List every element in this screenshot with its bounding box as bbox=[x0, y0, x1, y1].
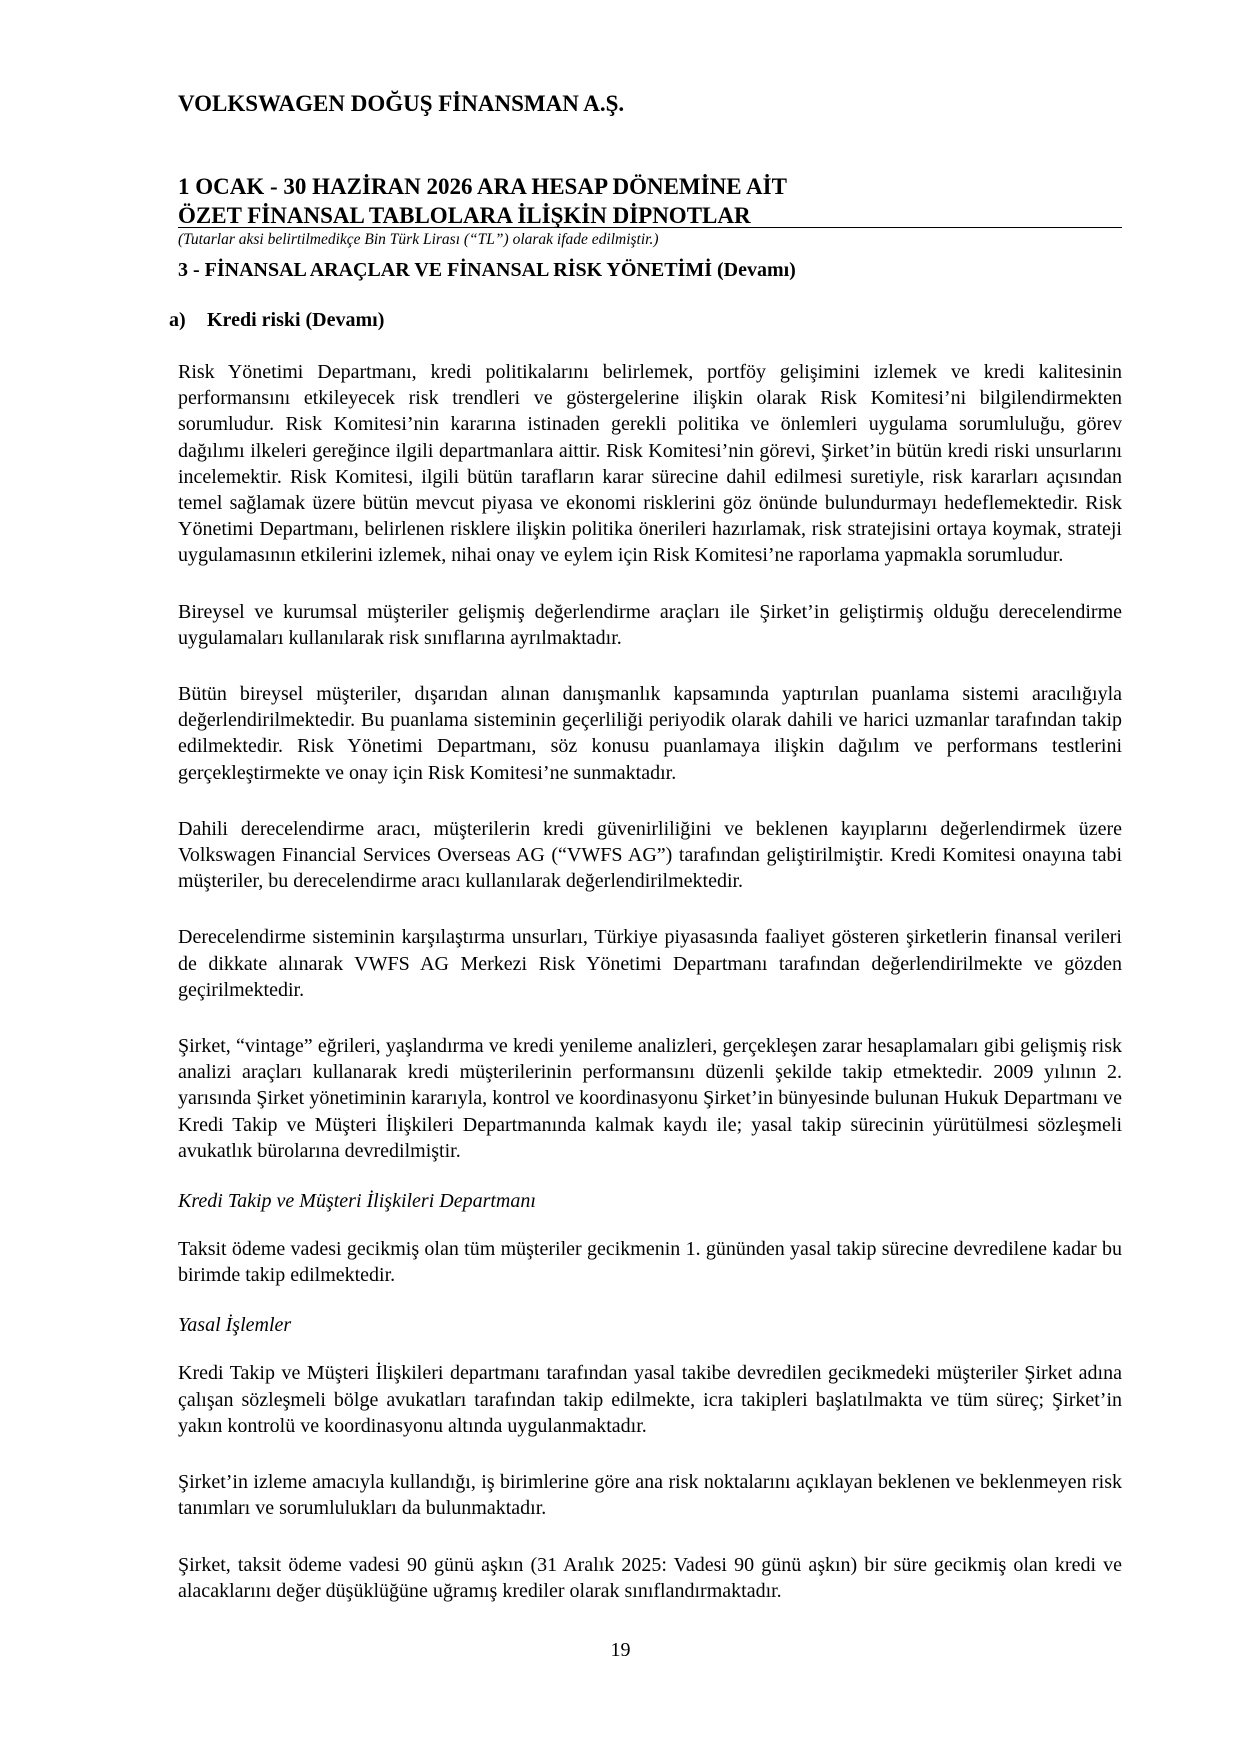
page-content bbox=[169, 257, 1122, 1604]
legal-proceedings-heading: Yasal İşlemler bbox=[178, 1314, 292, 1337]
subsection-title: Kredi riski (Devamı) bbox=[207, 309, 385, 331]
paragraph-risk-analysis-tools: Şirket, “vintage” eğrileri, yaşlandırma ve kredi yenileme analizleri, gerçekleşen zarar hesaplamaları gibi gelişmiş risk analizi araçları kullanarak kredi müşterilerinin performansını düzenli şekilde takip etmektedir. 2009 yılının 2. yarısında Şirket yönetiminin kararıyla, kontrol ve koordinasyonu Şirket’in bünyesinde bulunan Hukuk Departmanı ve Kredi Takip ve Müşteri İlişkileri Departmanında kalmak kaydı ile; yasal takip sürecinin yürütülmesi sözleşmeli avukatlık bürolarına devredilmiştir. bbox=[178, 1035, 1122, 1162]
section-heading: 3 - FİNANSAL ARAÇLAR VE FİNANSAL RİSK YÖNETİMİ (Devamı) bbox=[178, 259, 796, 281]
page-header bbox=[178, 90, 1122, 250]
paragraph-risk-management: Risk Yönetimi Departmanı, kredi politikalarını belirlemek, portföy gelişimini izlemek ve kredi kalitesinin performansını etkileyecek risk trendleri ve göstergelerine ilişkin olarak Risk Komitesi’ni bilgilendirmekten sorumludur. Risk Komitesi’nin kararına istinaden gerekli politika ve önlemleri uygulama sorumluluğu, görev dağılımı ilkeleri gereğince ilgili departmanlara aittir. Risk Komitesi’nin görevi, Şirket’in bütün kredi riski unsurlarını incelemektir. Risk Komitesi, ilgili bütün tarafların karar sürecine dahil edilmesi suretiyle, risk kararları açısından temel sağlamak üzere bütün mevcut piyasa ve ekonomi risklerini göz önünde bulundurmayı hedeflemektedir. Risk Yönetimi Departmanı, belirlenen risklere ilişkin politika önerileri hazırlamak, risk stratejisini ortaya koymak, strateji uygulamasının etkilerini izlemek, nihai onay ve eylem için Risk Komitesi’ne raporlama yapmakla sorumludur. bbox=[178, 361, 1122, 567]
header-divider bbox=[178, 227, 1122, 228]
paragraph-legal-proceedings: Kredi Takip ve Müşteri İlişkileri departmanı tarafından yasal takibe devredilen gecikmedeki müşteriler Şirket adına çalışan sözleşmeli bölge avukatları tarafından takip edilmekte, icra takipleri başlatılmakta ve tüm süreç; Şirket’in yakın kontrolü ve koordinasyonu altında uygulanmaktadır. bbox=[178, 1362, 1122, 1437]
subsection-marker: a) bbox=[169, 309, 186, 331]
subsection-heading bbox=[169, 307, 1122, 333]
currency-note: (Tutarlar aksi belirtilmedikçe Bin Türk Lirası (“TL”) olarak ifade edilmiştir.) bbox=[178, 231, 659, 248]
paragraph-scoring-system: Bütün bireysel müşteriler, dışarıdan alınan danışmanlık kapsamında yaptırılan puanlama sistemi aracılığıyla değerlendirilmektedir. Bu puanlama sisteminin geçerliliği periyodik olarak dahili ve harici uzmanlar tarafından takip edilmektedir. Risk Yönetimi Departmanı, söz konusu puanlamaya ilişkin dağılım ve performans testlerini gerçekleştirmekte ve onay için Risk Komitesi’ne sunmaktadır. bbox=[178, 683, 1122, 784]
report-title: 1 OCAK - 30 HAZİRAN 2026 ARA HESAP DÖNEMİNE AİT bbox=[178, 174, 787, 199]
paragraph-risk-definitions: Şirket’in izleme amacıyla kullandığı, iş birimlerine göre ana risk noktalarını açıklayan beklenen ve beklenmeyen risk tanımları ve sorumlulukları da bulunmaktadır. bbox=[178, 1471, 1122, 1520]
paragraph-rating-comparison: Derecelendirme sisteminin karşılaştırma unsurları, Türkiye piyasasında faaliyet gösteren şirketlerin finansal verileri de dikkate alınarak VWFS AG Merkezi Risk Yönetimi Departmanı tarafından değerlendirilmekte ve gözden geçirilmektedir. bbox=[178, 926, 1122, 1001]
credit-follow-up-heading: Kredi Takip ve Müşteri İlişkileri Departmanı bbox=[178, 1190, 536, 1213]
paragraph-customer-classification: Bireysel ve kurumsal müşteriler gelişmiş değerlendirme araçları ile Şirket’in geliştirmiş olduğu derecelendirme uygulamaları kullanılarak risk sınıflarına ayrılmaktadır. bbox=[178, 600, 1122, 649]
paragraph-impaired-loans: Şirket, taksit ödeme vadesi 90 günü aşkın (31 Aralık 2025: Vadesi 90 günü aşkın) bir süre gecikmiş olan kredi ve alacaklarını değer düşüklüğüne uğramış krediler olarak sınıflandırmaktadır. bbox=[178, 1553, 1122, 1602]
company-name: VOLKSWAGEN DOĞUŞ FİNANSMAN A.Ş. bbox=[178, 91, 625, 116]
page-number: 19 bbox=[610, 1639, 631, 1661]
report-subtitle: ÖZET FİNANSAL TABLOLARA İLİŞKİN DİPNOTLAR bbox=[178, 203, 751, 228]
paragraph-internal-rating: Dahili derecelendirme aracı, müşterilerin kredi güvenirliliğini ve beklenen kayıplarını değerlendirmek üzere Volkswagen Financial Services Overseas AG (“VWFS AG”) tarafından geliştirilmiştir. Kredi Komitesi onayına tabi müşteriler, bu derecelendirme aracı kullanılarak değerlendirilmektedir. bbox=[178, 817, 1122, 893]
paragraph-credit-follow-up: Taksit ödeme vadesi gecikmiş olan tüm müşteriler gecikmenin 1. gününden yasal takip sürecine devredilene kadar bu birimde takip edilmektedir. bbox=[178, 1238, 1122, 1287]
